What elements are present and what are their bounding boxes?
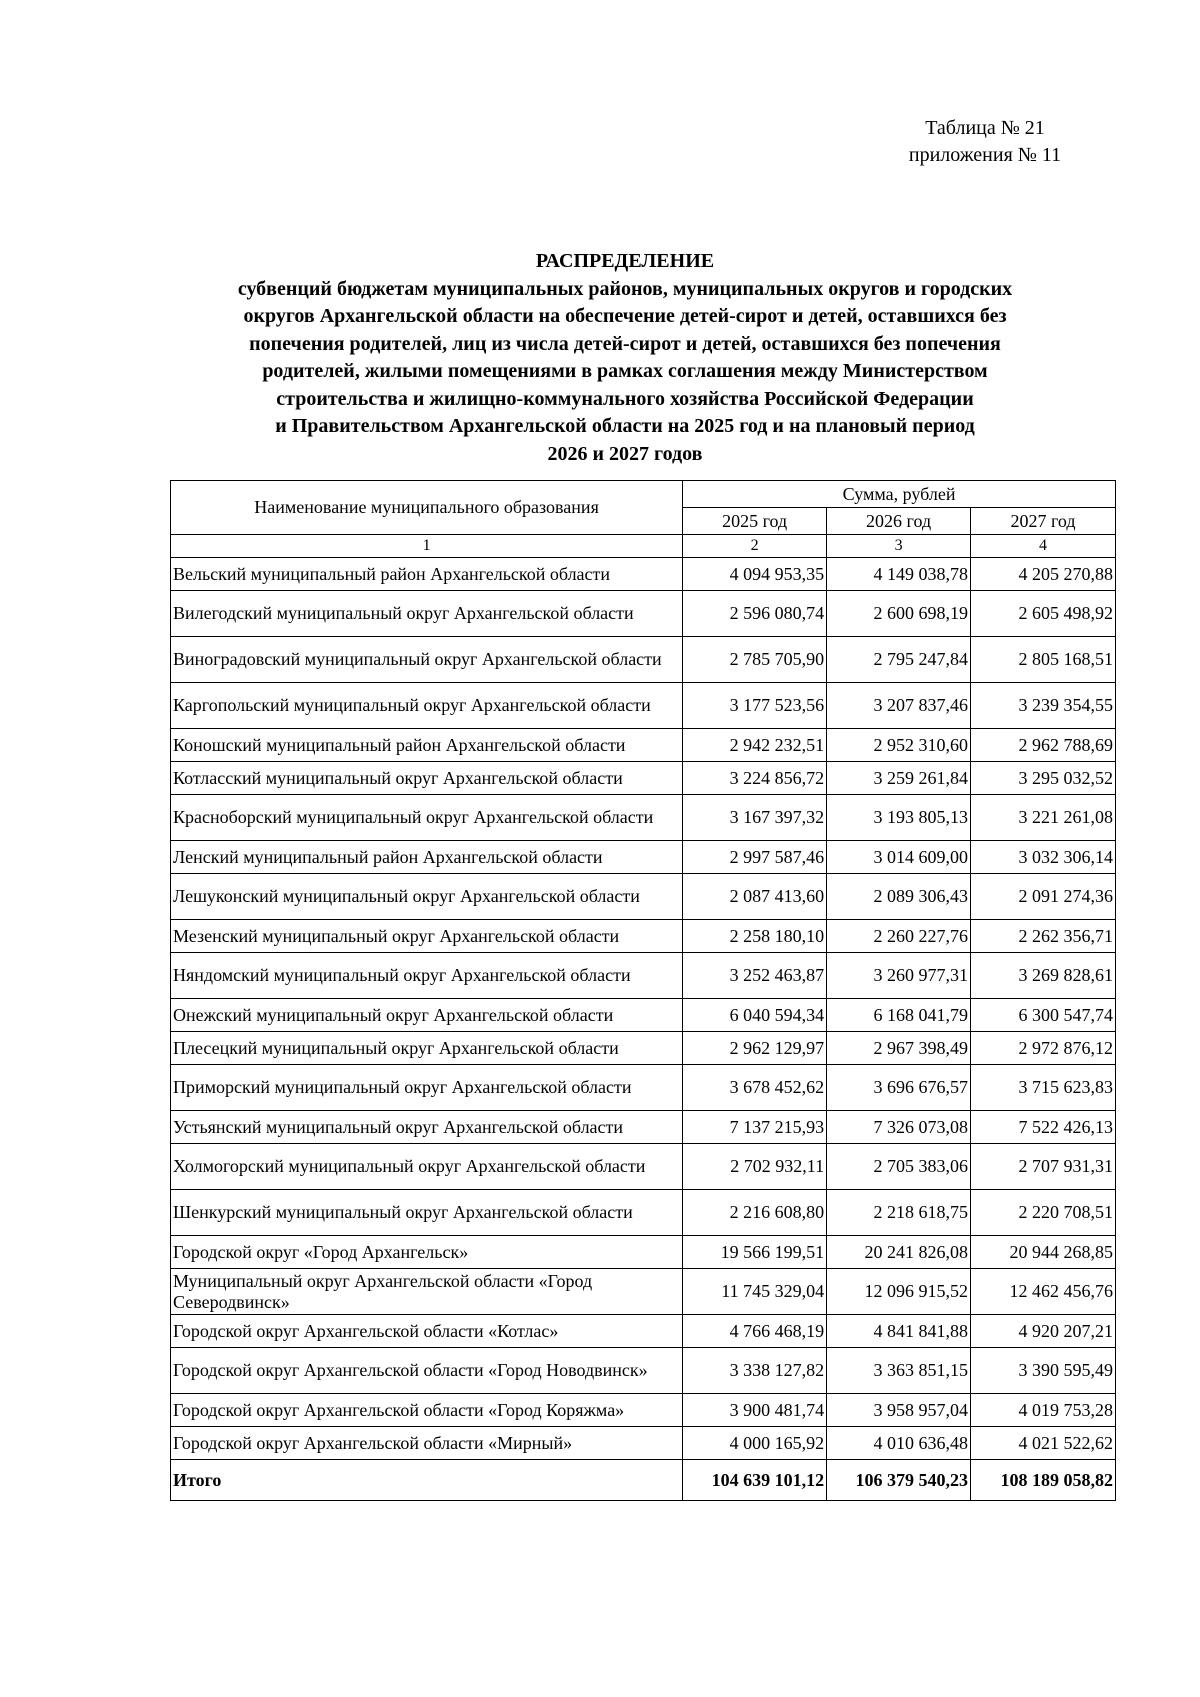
amount-2025: 2 785 705,90: [683, 637, 827, 683]
municipality-name: Няндомский муниципальный округ Архангельской области: [171, 953, 683, 999]
amount-2027: 2 805 168,51: [971, 637, 1116, 683]
amount-2025: 3 224 856,72: [683, 762, 827, 795]
table-row: [171, 874, 1116, 920]
amount-2025: 2 258 180,10: [683, 920, 827, 953]
amount-2026: 4 841 841,88: [827, 1315, 971, 1348]
table-row: [171, 1315, 1116, 1348]
amount-2027: 6 300 547,74: [971, 999, 1116, 1032]
column-number: 2: [683, 535, 827, 558]
amount-2025: 4 000 165,92: [683, 1427, 827, 1460]
document-heading: [150, 248, 1100, 468]
caption-table-number: Таблица № 21: [925, 117, 1045, 139]
amount-2027: 4 205 270,88: [971, 558, 1116, 591]
table-row: [171, 795, 1116, 841]
amount-2026: 6 168 041,79: [827, 999, 971, 1032]
municipality-name: Онежский муниципальный округ Архангельской области: [171, 999, 683, 1032]
amount-2027: 3 390 595,49: [971, 1348, 1116, 1394]
amount-2025: 2 997 587,46: [683, 841, 827, 874]
municipality-name: Мезенский муниципальный округ Архангельской области: [171, 920, 683, 953]
amount-2025: 3 900 481,74: [683, 1394, 827, 1427]
heading-line: родителей, жилыми помещениями в рамках соглашения между Министерством: [262, 360, 988, 382]
amount-2026: 2 952 310,60: [827, 729, 971, 762]
table-row: [171, 762, 1116, 795]
table-row: [171, 637, 1116, 683]
municipality-name: Городской округ Архангельской области «Город Коряжма»: [171, 1394, 683, 1427]
amount-2027: 4 021 522,62: [971, 1427, 1116, 1460]
total-2026: 106 379 540,23: [827, 1460, 971, 1501]
heading-line: субвенций бюджетам муниципальных районов, муниципальных округов и городских: [237, 277, 1013, 300]
municipality-name: Красноборский муниципальный округ Архангельской области: [171, 795, 683, 841]
table-row: [171, 841, 1116, 874]
document-title: РАСПРЕДЕЛЕНИЕ: [535, 250, 715, 272]
column-header-year: 2025 год: [683, 508, 827, 535]
amount-2027: 20 944 268,85: [971, 1236, 1116, 1269]
amount-2025: 3 252 463,87: [683, 953, 827, 999]
amount-2026: 2 795 247,84: [827, 637, 971, 683]
municipality-name: Городской округ Архангельской области «Котлас»: [171, 1315, 683, 1348]
amount-2026: 3 260 977,31: [827, 953, 971, 999]
amount-2025: 19 566 199,51: [683, 1236, 827, 1269]
heading-line: и Правительством Архангельской области на 2025 год и на плановый период: [275, 415, 975, 437]
amount-2026: 12 096 915,52: [827, 1269, 971, 1315]
amount-2025: 3 177 523,56: [683, 683, 827, 729]
municipality-name: Вельский муниципальный район Архангельской области: [171, 558, 683, 591]
column-header-year: 2027 год: [971, 508, 1116, 535]
amount-2027: 4 019 753,28: [971, 1394, 1116, 1427]
amount-2027: 3 295 032,52: [971, 762, 1116, 795]
municipality-name: Коношский муниципальный район Архангельской области: [171, 729, 683, 762]
table-body: [171, 558, 1116, 1460]
amount-2025: 2 942 232,51: [683, 729, 827, 762]
amount-2027: 12 462 456,76: [971, 1269, 1116, 1315]
municipality-name: Городской округ «Город Архангельск»: [171, 1236, 683, 1269]
table-row: [171, 1190, 1116, 1236]
heading-line: 2026 и 2027 годов: [547, 442, 703, 465]
amount-2027: 3 221 261,08: [971, 795, 1116, 841]
table-row: [171, 1394, 1116, 1427]
total-2025: 104 639 101,12: [683, 1460, 827, 1501]
table-row: [171, 1236, 1116, 1269]
column-header-sum: Сумма, рублей: [683, 481, 1116, 508]
amount-2027: 3 239 354,55: [971, 683, 1116, 729]
municipality-name: Муниципальный округ Архангельской области «Город Северодвинск»: [171, 1269, 683, 1315]
amount-2026: 3 193 805,13: [827, 795, 971, 841]
total-2027: 108 189 058,82: [971, 1460, 1116, 1501]
column-number: 4: [971, 535, 1116, 558]
municipality-name: Виноградовский муниципальный округ Архангельской области: [171, 637, 683, 683]
column-header-name: Наименование муниципального образования: [171, 481, 683, 535]
table-row: [171, 1269, 1116, 1315]
caption-appendix-number: приложения № 11: [908, 144, 1062, 166]
table-row: [171, 1348, 1116, 1394]
amount-2026: 2 260 227,76: [827, 920, 971, 953]
amount-2027: 3 715 623,83: [971, 1065, 1116, 1111]
table-row: [171, 683, 1116, 729]
amount-2027: 2 262 356,71: [971, 920, 1116, 953]
amount-2025: 11 745 329,04: [683, 1269, 827, 1315]
amount-2026: 4 010 636,48: [827, 1427, 971, 1460]
amount-2025: 2 216 608,80: [683, 1190, 827, 1236]
amount-2027: 2 091 274,36: [971, 874, 1116, 920]
municipality-name: Каргопольский муниципальный округ Архангельской области: [171, 683, 683, 729]
amount-2025: 3 167 397,32: [683, 795, 827, 841]
municipality-name: Вилегодский муниципальный округ Архангельской области: [171, 591, 683, 637]
amount-2025: 6 040 594,34: [683, 999, 827, 1032]
table-row: [171, 1144, 1116, 1190]
amount-2026: 3 958 957,04: [827, 1394, 971, 1427]
municipality-name: Лешуконский муниципальный округ Архангельской области: [171, 874, 683, 920]
amount-2026: 2 705 383,06: [827, 1144, 971, 1190]
amount-2027: 2 962 788,69: [971, 729, 1116, 762]
table-row: [171, 1111, 1116, 1144]
municipality-name: Котласский муниципальный округ Архангельской области: [171, 762, 683, 795]
distribution-table: [170, 480, 1116, 1501]
amount-2025: 2 702 932,11: [683, 1144, 827, 1190]
table-row: [171, 1065, 1116, 1111]
amount-2026: 3 207 837,46: [827, 683, 971, 729]
amount-2025: 2 087 413,60: [683, 874, 827, 920]
amount-2026: 3 696 676,57: [827, 1065, 971, 1111]
amount-2027: 3 269 828,61: [971, 953, 1116, 999]
table-row: [171, 999, 1116, 1032]
municipality-name: Плесецкий муниципальный округ Архангельской области: [171, 1032, 683, 1065]
table-row: [171, 953, 1116, 999]
table-caption: [880, 115, 1090, 169]
amount-2027: 3 032 306,14: [971, 841, 1116, 874]
column-number: 1: [171, 535, 683, 558]
municipality-name: Шенкурский муниципальный округ Архангельской области: [171, 1190, 683, 1236]
amount-2026: 2 218 618,75: [827, 1190, 971, 1236]
table-row: [171, 1427, 1116, 1460]
amount-2027: 7 522 426,13: [971, 1111, 1116, 1144]
amount-2025: 2 962 129,97: [683, 1032, 827, 1065]
table-row: [171, 558, 1116, 591]
amount-2025: 4 766 468,19: [683, 1315, 827, 1348]
municipality-name: Городской округ Архангельской области «Мирный»: [171, 1427, 683, 1460]
amount-2025: 3 678 452,62: [683, 1065, 827, 1111]
column-number: 3: [827, 535, 971, 558]
amount-2026: 2 089 306,43: [827, 874, 971, 920]
amount-2026: 3 014 609,00: [827, 841, 971, 874]
table-row: [171, 920, 1116, 953]
amount-2025: 7 137 215,93: [683, 1111, 827, 1144]
municipality-name: Устьянский муниципальный округ Архангельской области: [171, 1111, 683, 1144]
amount-2025: 4 094 953,35: [683, 558, 827, 591]
amount-2027: 4 920 207,21: [971, 1315, 1116, 1348]
total-row: [171, 1460, 1116, 1501]
amount-2026: 2 967 398,49: [827, 1032, 971, 1065]
column-header-year: 2026 год: [827, 508, 971, 535]
municipality-name: Холмогорский муниципальный округ Архангельской области: [171, 1144, 683, 1190]
amount-2027: 2 972 876,12: [971, 1032, 1116, 1065]
table-row: [171, 729, 1116, 762]
amount-2026: 3 259 261,84: [827, 762, 971, 795]
amount-2027: 2 707 931,31: [971, 1144, 1116, 1190]
amount-2025: 3 338 127,82: [683, 1348, 827, 1394]
amount-2026: 3 363 851,15: [827, 1348, 971, 1394]
amount-2027: 2 605 498,92: [971, 591, 1116, 637]
amount-2026: 4 149 038,78: [827, 558, 971, 591]
table-row: [171, 591, 1116, 637]
table-row: [171, 1032, 1116, 1065]
amount-2026: 2 600 698,19: [827, 591, 971, 637]
amount-2026: 20 241 826,08: [827, 1236, 971, 1269]
municipality-name: Приморский муниципальный округ Архангельской области: [171, 1065, 683, 1111]
heading-line: строительства и жилищно-коммунального хозяйства Российской Федерации: [276, 387, 974, 410]
amount-2026: 7 326 073,08: [827, 1111, 971, 1144]
municipality-name: Городской округ Архангельской области «Город Новодвинск»: [171, 1348, 683, 1394]
heading-line: попечения родителей, лиц из числа детей-сирот и детей, оставшихся без попечения: [249, 332, 1001, 355]
municipality-name: Ленский муниципальный район Архангельской области: [171, 841, 683, 874]
amount-2025: 2 596 080,74: [683, 591, 827, 637]
amount-2027: 2 220 708,51: [971, 1190, 1116, 1236]
total-label: Итого: [171, 1460, 683, 1501]
heading-line: округов Архангельской области на обеспечение детей-сирот и детей, оставшихся без: [243, 305, 1007, 327]
